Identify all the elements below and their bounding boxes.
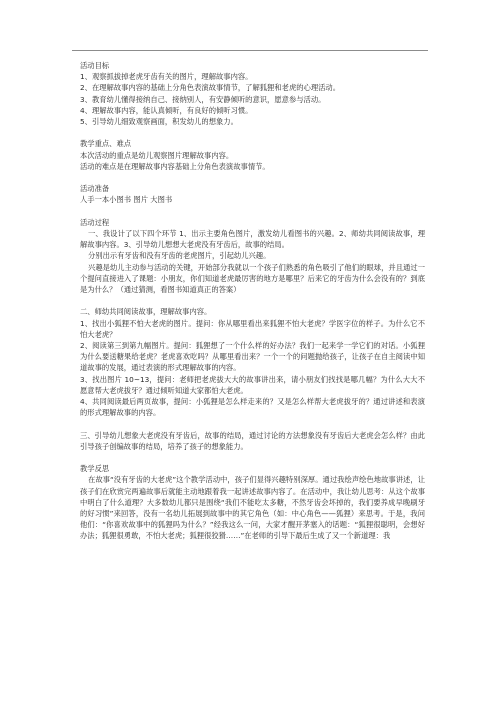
spacer [80, 206, 425, 217]
part2-item: 1、找出小狐狸不怕大老虎的图片。提问：你从哪里看出来狐狸不怕大老虎？学医字位的样子。为什么它不怕大老虎？ [80, 318, 425, 339]
process-paragraph: 一、我设计了以下四个环节 1、出示主要角色图片，激发幼儿看图书的兴趣。2、师幼共同阅读故事，理解故事内容。3、引导幼儿想想大老虎没有牙齿后，故事的结局。 [80, 229, 425, 250]
spacer [80, 452, 425, 463]
reflection-text: 在故事“没有牙齿的大老虎”这个教学活动中，孩子们显得兴趣特别深厚。通过我绘声绘色地故事讲述，让孩子们在欣赏完两遍故事后就能主动地跟着我一起讲述故事内容了。在活动中，我让幼儿思考：从这个故事中明白了什么道理？大多数幼儿都只是围绕“我们不能吃太多糖，不然牙齿会坏掉的，我们要养成早晚刷牙的好习惯”来回答，没有一名幼儿拓展到故事中的其它角色（如：中心角色——狐狸）来思考。于是，我问他们：“你喜欢故事中的狐狸吗为什么？”经我这么一问，大家才醒开茅塞入的话题：“狐狸很聪明，会想好办法；狐狸很勇敢，不怕大老虎；狐狸很狡猾……”在老师的引导下最后生成了又一个新道理：我 [80, 475, 425, 541]
spacer [80, 127, 425, 138]
goal-item: 5、引导幼儿细致观察画面，积发幼儿的想象力。 [80, 117, 238, 127]
goals-section [80, 60, 425, 127]
focus-section [80, 138, 425, 172]
part2-heading: 二、师幼共同阅读故事，理解故事内容。 [80, 307, 212, 317]
header-rule [72, 50, 428, 51]
spacer [80, 172, 425, 183]
process-paragraph: 分别出示有牙齿和没有牙齿的老虎图片，引起幼儿兴趣。 [88, 251, 271, 261]
focus-line: 活动的难点是在理解故事内容基础上分角色表演故事情节。 [80, 161, 270, 171]
goals-heading: 活动目标 [80, 61, 110, 70]
spacer [80, 418, 425, 429]
process-section [80, 217, 425, 295]
prep-section [80, 183, 425, 205]
part2-item: 4、共同阅读最后两页故事，提问：小狐狸是怎么样走来的？又是怎么样帮大老虎拔牙的？通过讲述和表演的形式理解故事的内容。 [80, 397, 425, 418]
prep-text: 人手一本小图书 图片 大图书 [80, 195, 173, 205]
goal-item: 3、教育幼儿懂得接纳自己、接纳别人，有安静倾听的意识，愿意参与活动。 [80, 94, 326, 104]
part3-text: 三、引导幼儿想象大老虎没有牙齿后，故事的结局，通过讨论的方法想象没有牙齿后大老虎会怎么样？由此引导孩子创编故事的结局，培养了孩子的想象能力。 [80, 430, 425, 451]
reflection-section [80, 463, 425, 541]
document-body [80, 60, 425, 542]
part2-section [80, 306, 425, 418]
part2-item: 2、阅读第三到第九幅图片。提问：狐狸想了一个什么样的好办法？我们一起来学一学它们的对话。小狐狸为什么要送糖果给老虎？老虎喜欢吃吗？从哪里看出来？一个一个的问题抛给孩子，让孩子在自主阅读中知道故事的发展，通过表演的形式理解故事的内容。 [80, 341, 425, 373]
goal-item: 2、在理解故事内容的基础上分角色表演故事情节，了解狐狸和老虎的心理活动。 [80, 83, 341, 93]
focus-line: 本次活动的重点是幼儿观察图片理解故事内容。 [80, 150, 234, 160]
reflection-heading: 教学反思 [80, 464, 110, 474]
spacer [80, 295, 425, 306]
focus-heading: 教学重点、难点 [80, 139, 132, 149]
process-heading: 活动过程 [80, 217, 110, 227]
process-paragraph: 兴趣是幼儿主动参与活动的关键，开始部分我就以一个孩子们熟悉的角色吸引了他们的眼球，并且通过一个提问直接进入了课题：小朋友，你们知道老虎最厉害的地方是哪里？后来它的牙齿为什么会没有的？到底是为什么？（通过猜测，看图书知道真正的答案） [80, 262, 425, 295]
goal-item: 1、观察抓拔掉老虎牙齿有关的图片，理解故事内容。 [80, 72, 253, 82]
part2-item: 3、找出图片 10~13，提问：老师把老虎拔大大的故事讲出来，请小朋友们找找是哪几幅？为什么大大不愿意帮大老虎拔牙？通过倾听知道大家都怕大老虎。 [80, 374, 425, 395]
goal-item: 4、理解故事内容，能认真倾听，有良好的倾听习惯。 [80, 105, 253, 115]
part3-section [80, 430, 425, 452]
prep-heading: 活动准备 [80, 184, 110, 194]
